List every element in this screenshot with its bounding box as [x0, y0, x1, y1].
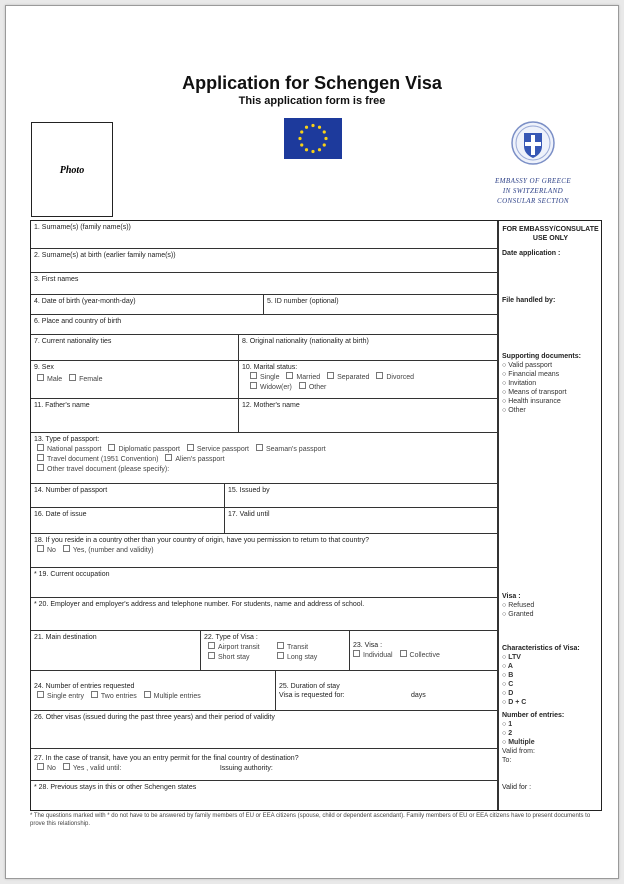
visa-characteristics	[502, 644, 580, 707]
sex-female-checkbox[interactable]: Female	[69, 374, 102, 384]
field-transit-permit-label: 27. In the case of transit, have you an entry permit for the final country of destination?	[34, 755, 299, 762]
field-main-destination[interactable]	[31, 631, 201, 671]
valid-for-label: Valid for :	[502, 784, 532, 791]
field-duration-of-stay-label: 25. Duration of stay	[279, 683, 340, 690]
visa-granted-label: Granted	[508, 611, 534, 618]
field-date-of-birth-label: 4. Date of birth (year-month-day)	[34, 298, 136, 305]
support-health-label: Health insurance	[508, 398, 561, 405]
visa-decision	[502, 592, 534, 619]
entries-two-checkbox[interactable]: Two entries	[91, 691, 137, 701]
field-surname-at-birth[interactable]	[31, 249, 498, 273]
passport-travel-document-checkbox[interactable]: Travel document (1951 Convention)	[37, 454, 158, 464]
eu-star-icon	[318, 126, 321, 129]
visa-granted[interactable]: ○ Granted	[502, 611, 534, 618]
form-subtitle: This application form is free	[238, 95, 386, 107]
field-main-destination-label: 21. Main destination	[34, 634, 97, 641]
field-valid-until[interactable]	[225, 508, 498, 534]
field-visa-type	[201, 631, 350, 671]
field-first-names-label: 3. First names	[34, 276, 79, 283]
eu-star-icon	[305, 148, 308, 151]
eu-star-icon	[300, 130, 303, 133]
field-surname-at-birth-label: 2. Surname(s) at birth (earlier family name(s))	[34, 252, 176, 259]
charac-dc-label: D + C	[508, 699, 527, 706]
field-number-of-entries	[31, 671, 276, 711]
eu-star-icon	[323, 143, 326, 146]
entries-single-checkbox[interactable]: Single entry	[37, 691, 84, 701]
photo-box	[31, 122, 113, 217]
field-passport-number-label: 14. Number of passport	[34, 487, 108, 494]
support-invitation-label: Invitation	[508, 380, 537, 387]
greek-crest-icon	[510, 120, 556, 166]
field-passport-number[interactable]	[31, 484, 225, 508]
date-application-label: Date application :	[502, 250, 561, 257]
field-valid-until-label: 17. Valid until	[228, 511, 270, 518]
eu-star-icon	[305, 126, 308, 129]
entries-one[interactable]: ○ 1	[502, 721, 513, 728]
embassy-line-2: IN SWITZERLAND	[502, 187, 564, 195]
eu-star-icon	[324, 137, 327, 140]
residence-no-checkbox[interactable]: No	[37, 545, 56, 555]
form-table	[30, 220, 602, 811]
embassy-caption	[478, 176, 588, 206]
field-visa-kind-label: 23. Visa :	[353, 642, 383, 649]
field-other-visas-label: 26. Other visas (issued during the past three years) and their period of validity	[34, 714, 275, 721]
field-marital-status	[239, 361, 498, 399]
eu-star-icon	[323, 130, 326, 133]
residence-yes-checkbox[interactable]: Yes, (number and validity)	[63, 545, 154, 555]
field-other-visas[interactable]	[31, 711, 498, 749]
field-transit-permit	[31, 749, 498, 781]
passport-other-checkbox[interactable]: Other travel document (please specify):	[37, 464, 169, 474]
field-issued-by[interactable]	[225, 484, 498, 508]
entries-two-label: 2	[508, 730, 513, 737]
eu-star-icon	[311, 150, 314, 153]
visa-decision-title: Visa :	[502, 593, 521, 600]
field-date-of-issue[interactable]	[31, 508, 225, 534]
duration-requested-label: Visa is requested for:	[279, 692, 345, 699]
field-visa-kind	[350, 631, 498, 671]
field-residence-permission	[31, 534, 498, 568]
transit-yes-checkbox[interactable]: Yes , valid until:	[63, 763, 213, 773]
passport-alien-checkbox[interactable]: Alien's passport	[165, 454, 224, 464]
field-passport-type	[31, 433, 498, 484]
field-original-nationality-label: 8. Original nationality (nationality at birth)	[242, 338, 369, 345]
entries-multiple-label: Multiple	[508, 739, 535, 746]
photo-label: Photo	[59, 165, 85, 176]
duration-days-label: days	[411, 692, 426, 699]
field-fathers-name[interactable]	[31, 399, 239, 433]
passport-diplomatic-checkbox[interactable]: Diplomatic passport	[108, 444, 179, 454]
field-id-number[interactable]	[264, 295, 498, 315]
field-employer[interactable]	[31, 598, 498, 631]
charac-ltv[interactable]: ○ LTV	[502, 654, 521, 661]
entries-count-title: Number of entries:	[502, 712, 565, 719]
field-duration-of-stay[interactable]	[276, 671, 498, 711]
support-other[interactable]: ○ Other	[502, 407, 526, 414]
passport-service-checkbox[interactable]: Service passport	[187, 444, 249, 454]
marital-separated-checkbox[interactable]: Separated	[327, 372, 369, 382]
charac-ltv-label: LTV	[508, 654, 521, 661]
field-residence-permission-label: 18. If you reside in a country other than your country of origin, have you permission to return to that country?	[34, 537, 370, 544]
visa-airport-transit-checkbox[interactable]: Airport transit	[208, 642, 270, 652]
field-marital-status-label: 10. Marital status:	[242, 364, 298, 371]
eu-star-icon	[298, 137, 301, 140]
charac-d-label: D	[508, 690, 514, 697]
field-id-number-label: 5. ID number (optional)	[267, 298, 339, 305]
passport-seaman-checkbox[interactable]: Seaman's passport	[256, 444, 326, 454]
form-title: Application for Schengen Visa	[182, 73, 442, 93]
supporting-documents-title: Supporting documents:	[502, 353, 581, 360]
eu-star-icon	[311, 124, 314, 127]
footnote: * The questions marked with * do not have to be answered by family members of EU or EEA citizens (spouse, child or dependent ascendant). Family members of EU or EEA citizens have to present documents to prove this relationship.	[30, 813, 591, 827]
visa-individual-checkbox[interactable]: Individual	[353, 650, 393, 660]
field-sex	[31, 361, 239, 399]
field-date-of-issue-label: 16. Date of issue	[34, 511, 87, 518]
visa-characteristics-title: Characteristics of Visa:	[502, 645, 580, 652]
support-transport[interactable]: ○ Means of transport	[502, 389, 567, 396]
field-visa-type-label: 22. Type of Visa :	[204, 634, 258, 641]
visa-collective-checkbox[interactable]: Collective	[400, 650, 440, 660]
field-previous-stays[interactable]	[31, 781, 498, 810]
field-place-of-birth-label: 6. Place and country of birth	[34, 318, 122, 325]
marital-single-checkbox[interactable]: Single	[250, 372, 279, 382]
support-passport[interactable]: ○ Valid passport	[502, 362, 553, 369]
field-current-nationality-label: 7. Current nationality ties	[34, 338, 112, 345]
visa-refused[interactable]: ○ Refused	[502, 602, 535, 609]
marital-married-checkbox[interactable]: Married	[286, 372, 320, 382]
visa-refused-label: Refused	[508, 602, 535, 609]
marital-widow-checkbox[interactable]: Widow(er)	[250, 382, 292, 392]
field-current-nationality[interactable]	[31, 335, 239, 361]
field-mothers-name-label: 12. Mother's name	[242, 402, 300, 409]
embassy-line-3: CONSULAR SECTION	[497, 197, 569, 205]
supporting-documents	[502, 352, 581, 415]
sex-male-checkbox[interactable]: Male	[37, 374, 62, 384]
valid-to-label: To:	[502, 757, 512, 764]
charac-b-label: B	[508, 672, 514, 679]
field-sex-label: 9. Sex	[34, 364, 54, 371]
charac-c-label: C	[508, 681, 514, 688]
eu-flag-icon	[284, 118, 342, 159]
eu-star-icon	[318, 148, 321, 151]
entries-multiple-checkbox[interactable]: Multiple entries	[144, 691, 201, 701]
entries-one-label: 1	[508, 721, 513, 728]
field-fathers-name-label: 11. Father's name	[34, 402, 90, 409]
charac-d[interactable]: ○ D	[502, 690, 514, 697]
support-financial[interactable]: ○ Financial means	[502, 371, 560, 378]
field-first-names[interactable]	[31, 273, 498, 295]
charac-a[interactable]: ○ A	[502, 663, 513, 670]
charac-a-label: A	[507, 663, 513, 670]
charac-b[interactable]: ○ B	[502, 672, 514, 679]
field-surname-label: 1. Surname(s) (family name(s))	[34, 224, 131, 231]
field-issued-by-label: 15. Issued by	[228, 487, 270, 494]
field-current-occupation-label: * 19. Current occupation	[34, 571, 110, 578]
file-handled-label: File handled by:	[502, 297, 556, 304]
passport-national-checkbox[interactable]: National passport	[37, 444, 101, 454]
field-current-occupation[interactable]	[31, 568, 498, 598]
embassy-use-column	[498, 221, 602, 810]
marital-other-checkbox[interactable]: Other	[299, 382, 327, 392]
marital-divorced-checkbox[interactable]: Divorced	[376, 372, 414, 382]
entries-two[interactable]: ○ 2	[502, 730, 513, 737]
entries-count	[502, 711, 564, 765]
support-other-label: Other	[508, 407, 526, 414]
eu-star-icon	[300, 143, 303, 146]
support-passport-label: Valid passport	[508, 362, 553, 369]
support-health[interactable]: ○ Health insurance	[502, 398, 561, 405]
embassy-use-heading: FOR EMBASSY/CONSULATE USE ONLY	[502, 226, 599, 242]
embassy-line-1: EMBASSY OF GREECE	[494, 177, 571, 185]
support-transport-label: Means of transport	[508, 389, 567, 396]
visa-transit-checkbox[interactable]: Transit	[277, 642, 308, 652]
field-place-of-birth[interactable]	[31, 315, 498, 335]
charac-c[interactable]: ○ C	[502, 681, 514, 688]
field-mothers-name[interactable]	[239, 399, 498, 433]
visa-long-stay-checkbox[interactable]: Long stay	[277, 652, 317, 662]
transit-no-checkbox[interactable]: No	[37, 763, 56, 773]
field-original-nationality[interactable]	[239, 335, 498, 361]
field-previous-stays-label: * 28. Previous stays in this or other Schengen states	[34, 784, 197, 791]
transit-issuing-authority-label: Issuing authority:	[219, 765, 273, 772]
entries-multiple[interactable]: ○ Multiple	[502, 739, 535, 746]
support-financial-label: Financial means	[508, 371, 560, 378]
field-employer-label: * 20. Employer and employer's address and telephone number. For students, name and address of school.	[34, 601, 365, 608]
field-date-of-birth[interactable]	[31, 295, 264, 315]
field-surname[interactable]	[31, 221, 498, 249]
visa-short-stay-checkbox[interactable]: Short stay	[208, 652, 270, 662]
charac-dc[interactable]: ○ D + C	[502, 699, 527, 706]
field-passport-type-label: 13. Type of passport:	[34, 436, 100, 443]
valid-from-label: Valid from:	[502, 748, 535, 755]
field-number-of-entries-label: 24. Number of entries requested	[34, 683, 135, 690]
support-invitation[interactable]: ○ Invitation	[502, 380, 537, 387]
